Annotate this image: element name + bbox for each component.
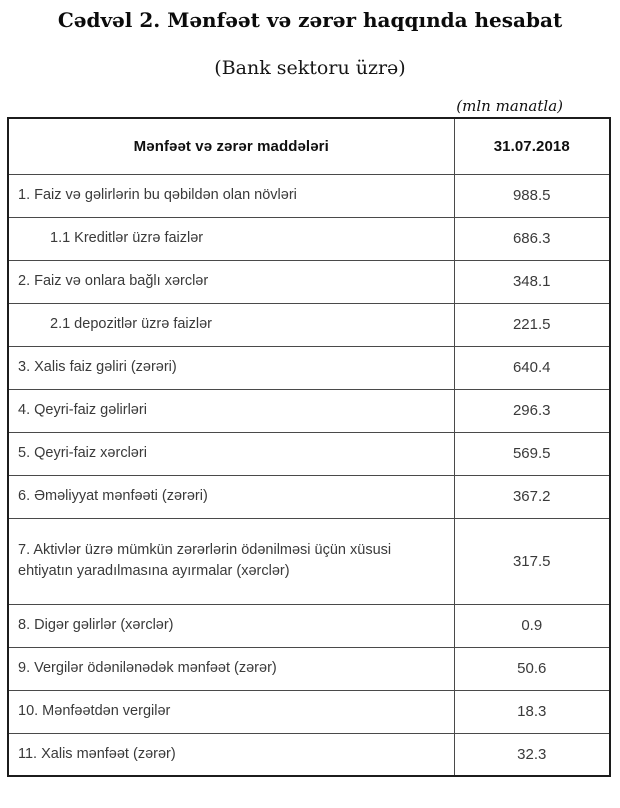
row-label: 8. Digər gəlirlər (xərclər) [8, 604, 454, 647]
row-label: 6. Əməliyyat mənfəəti (zərəri) [8, 475, 454, 518]
unit-note: (mln manatla) [456, 97, 563, 115]
row-value: 296.3 [454, 389, 610, 432]
row-label: 3. Xalis faiz gəliri (zərəri) [8, 346, 454, 389]
report-table-body [8, 174, 610, 776]
document-title: Cədvəl 2. Mənfəət və zərər haqqında hesabat [57, 8, 563, 32]
row-value: 348.1 [454, 260, 610, 303]
table-header-row [8, 118, 610, 174]
table-row [8, 174, 610, 217]
row-value: 50.6 [454, 647, 610, 690]
table-row [8, 733, 610, 776]
row-value: 569.5 [454, 432, 610, 475]
row-label: 2. Faiz və onlara bağlı xərclər [8, 260, 454, 303]
row-label: 11. Xalis mənfəət (zərər) [8, 733, 454, 776]
row-label: 7. Aktivlər üzrə mümkün zərərlərin ödənilməsi üçün xüsusi ehtiyatın yaradılmasına ayırmalar (xərclər) [8, 518, 454, 604]
document-subtitle: (Bank sektoru üzrə) [214, 57, 406, 79]
table-row [8, 260, 610, 303]
row-value: 221.5 [454, 303, 610, 346]
row-value: 988.5 [454, 174, 610, 217]
profit-loss-table [7, 117, 611, 777]
table-row [8, 690, 610, 733]
row-label: 2.1 depozitlər üzrə faizlər [8, 303, 454, 346]
row-value: 18.3 [454, 690, 610, 733]
row-value: 686.3 [454, 217, 610, 260]
table-row [8, 604, 610, 647]
row-label: 10. Mənfəətdən vergilər [8, 690, 454, 733]
table-row [8, 346, 610, 389]
row-label: 1.1 Kreditlər üzrə faizlər [8, 217, 454, 260]
column-header-items: Mənfəət və zərər maddələri [8, 118, 454, 174]
row-label: 9. Vergilər ödənilənədək mənfəət (zərər) [8, 647, 454, 690]
row-value: 640.4 [454, 346, 610, 389]
table-row [8, 475, 610, 518]
row-label: 1. Faiz və gəlirlərin bu qəbildən olan növləri [8, 174, 454, 217]
column-header-date: 31.07.2018 [454, 118, 610, 174]
row-value: 317.5 [454, 518, 610, 604]
table-row [8, 432, 610, 475]
table-row [8, 303, 610, 346]
table-row [8, 647, 610, 690]
table-row [8, 518, 610, 604]
row-label: 4. Qeyri-faiz gəlirləri [8, 389, 454, 432]
table-row [8, 389, 610, 432]
row-label: 5. Qeyri-faiz xərcləri [8, 432, 454, 475]
row-value: 32.3 [454, 733, 610, 776]
table-row [8, 217, 610, 260]
row-value: 0.9 [454, 604, 610, 647]
row-value: 367.2 [454, 475, 610, 518]
